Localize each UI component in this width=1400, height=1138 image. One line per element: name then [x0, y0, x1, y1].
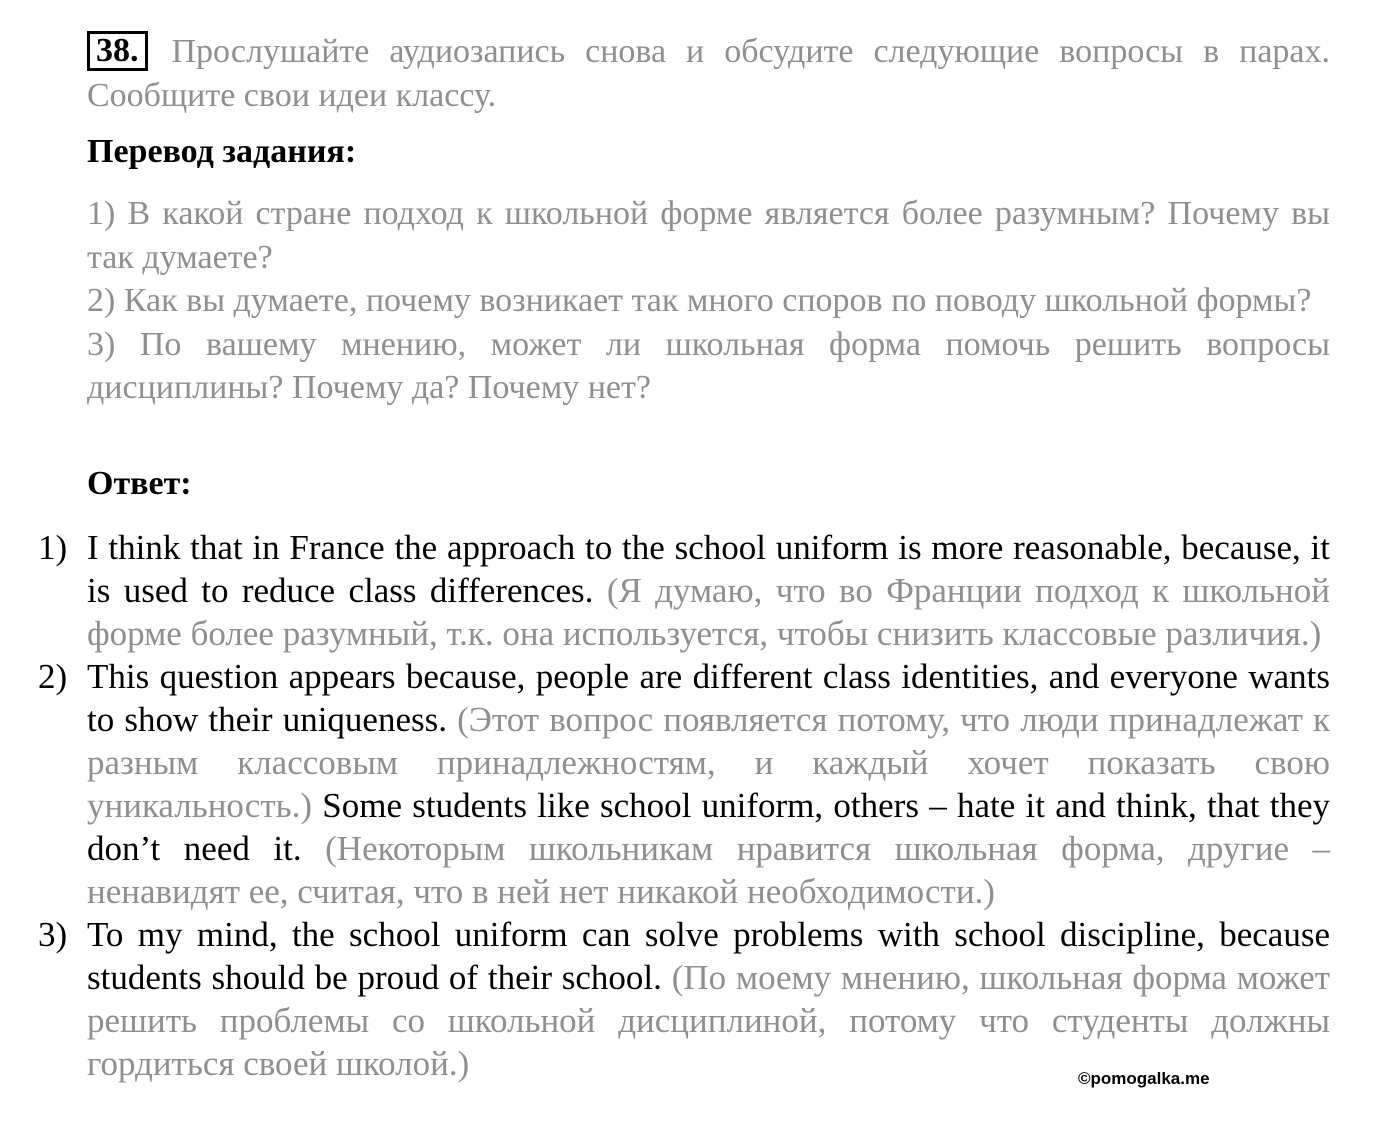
- answer-russian: (Этот вопрос появляется потому, что люди принадлежат к разным классовым принадлежностям, и каждый хочет показать свою уникальность.): [87, 700, 1331, 825]
- answer-english: I think that in France the approach to the school uniform is more reasonable, because, it is used to reduce class differences.: [87, 528, 1330, 610]
- answer-russian: (Некоторым школьникам нравится школьная форма, другие – ненавидят ее, считая, что в ней нет никакой необходимости.): [87, 829, 1331, 911]
- answer-number: 1): [38, 528, 68, 567]
- answer-english: This question appears because, people are different class identities, and everyone wants to show their uniqueness.: [87, 657, 1330, 739]
- answer-list: [38, 526, 1330, 1085]
- answer-english: Some students like school uniform, others – hate it and think, that they don’t need it.: [87, 786, 1330, 868]
- answer-number: 3): [38, 915, 68, 954]
- answer-heading: Ответ:: [87, 465, 192, 502]
- translation-heading: Перевод задания:: [87, 133, 357, 170]
- translation-item: 1) В какой стране подход к школьной форме является более разумным? Почему вы так думаете?: [87, 195, 1330, 276]
- translation-item: 3) По вашему мнению, может ли школьная форма помочь решить вопросы дисциплины? Почему да? Почему нет?: [87, 325, 1330, 406]
- answer-russian: (Я думаю, что во Франции подход к школьной форме более разумный, т.к. она используется, чтобы снизить классовые различия.): [87, 571, 1331, 653]
- task-number-box: 38.: [87, 31, 148, 71]
- watermark: ©pomogalka.me: [1078, 1069, 1210, 1088]
- answer-item: [38, 526, 1330, 655]
- translation-item: 2) Как вы думаете, почему возникает так много споров по поводу школьной формы?: [87, 282, 1312, 319]
- translation-list: [87, 192, 1330, 410]
- answer-number: 2): [38, 657, 68, 696]
- answer-item: [38, 655, 1330, 913]
- answer-russian: (По моему мнению, школьная форма может решить проблемы со школьной дисциплиной, потому что студенты должны гордиться своей школой.): [87, 958, 1331, 1083]
- task-text: Прослушайте аудиозапись снова и обсудите следующие вопросы в парах. Сообщите свои идеи классу.: [87, 33, 1330, 114]
- answer-item: [38, 913, 1330, 1085]
- task-statement: [87, 30, 1330, 118]
- answer-english: To my mind, the school uniform can solve problems with school discipline, because students should be proud of their school.: [87, 915, 1330, 997]
